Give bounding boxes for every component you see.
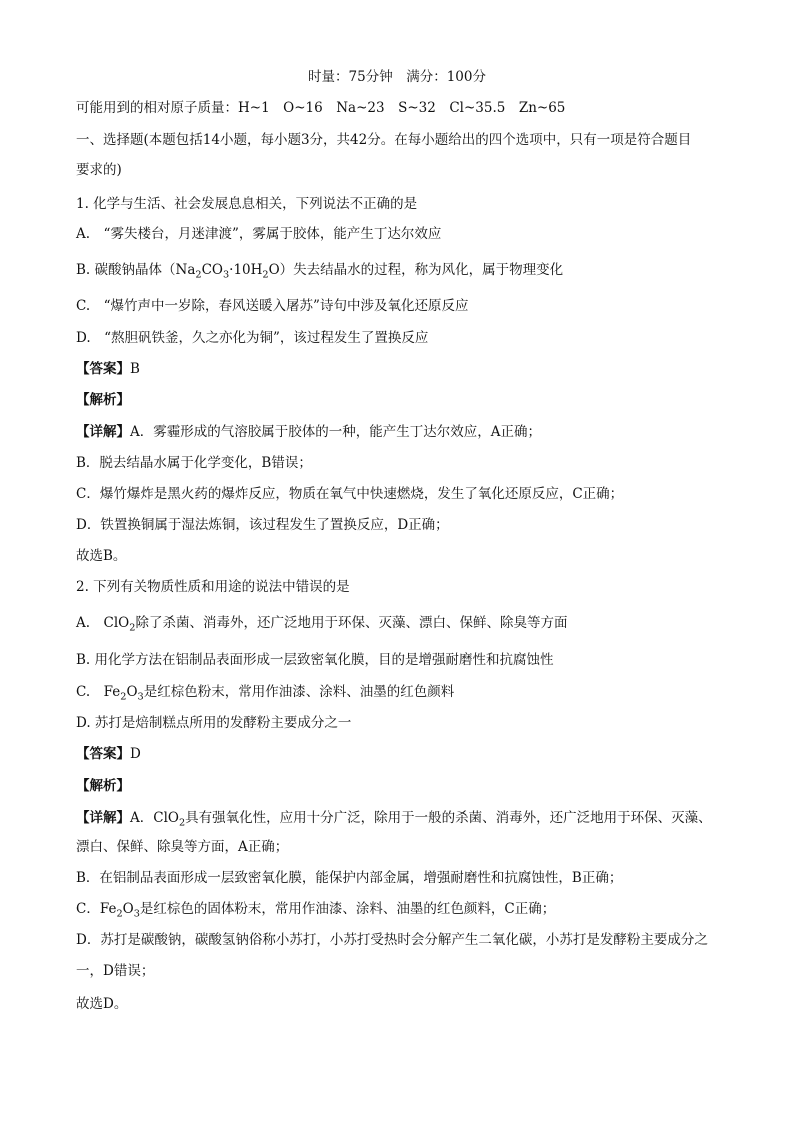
atomic-masses: 可能用到的相对原子质量：H~1 O~16 Na~23 S~32 Cl~35.5 Zn~65 <box>76 100 566 116</box>
q2-detail-a-cont: 漂白、保鲜、除臭等方面，A正确； <box>76 839 289 855</box>
q2-option-d: D. 苏打是焙制糕点所用的发酵粉主要成分之一 <box>76 715 352 731</box>
q1-option-a: A. “雾失楼台，月迷津渡”，雾属于胶体，能产生丁达尔效应 <box>76 226 442 242</box>
q2-option-c: C. $Fe_2O_3$是红棕色粉末，常用作油漆、涂料、油墨的红色颜料 <box>76 684 455 703</box>
q2-option-a: A. ClO$_2$除了杀菌、消毒外，还广泛地用于环保、灭藻、漂白、保鲜、除臭等方面 <box>76 615 568 634</box>
section-title-cont: 要求的) <box>76 162 122 178</box>
exam-header: 时量：75分钟 满分：100分 <box>308 69 486 85</box>
section-title: 一、选择题(本题包括14小题，每小题3分，共42分。在每小题给出的四个选项中，只有一项是符合题目 <box>76 132 692 148</box>
q2-option-b: B. 用化学方法在铝制品表面形成一层致密氧化膜，目的是增强耐磨性和抗腐蚀性 <box>76 652 554 668</box>
q2-detail-c: C．$Fe_2O_3$是红棕色的固体粉末，常用作油漆、涂料、油墨的红色颜料，C正确； <box>76 901 556 920</box>
q2-detail-b: B．在铝制品表面形成一层致密氧化膜，能保护内部金属，增强耐磨性和抗腐蚀性，B正确； <box>76 870 623 886</box>
q1-detail-c: C．爆竹爆炸是黑火药的爆炸反应，物质在氧气中快速燃烧，发生了氧化还原反应，C正确； <box>76 486 624 502</box>
q1-stem: 1. 化学与生活、社会发展息息相关，下列说法不正确的是 <box>76 196 418 212</box>
q1-option-d: D. “熬胆矾铁釜，久之亦化为铜”，该过程发生了置换反应 <box>76 330 429 346</box>
q1-option-c: C. “爆竹声中一岁除，春风送暖入屠苏”诗句中涉及氧化还原反应 <box>76 298 469 314</box>
q1-analysis-label: 【解析】 <box>76 392 130 408</box>
q2-stem: 2. 下列有关物质性质和用途的说法中错误的是 <box>76 579 350 595</box>
q2-conclusion: 故选D。 <box>76 996 128 1012</box>
q1-option-b: B. 碳酸钠晶体$(Na_2CO_3\cdot 10H_2O)$失去结晶水的过程，称为风化，属于物理变化 <box>76 262 564 281</box>
q2-analysis-label: 【解析】 <box>76 778 130 794</box>
q2-detail-d-cont: 一，D错误； <box>76 963 155 979</box>
q1-answer: 【答案】B <box>76 361 140 377</box>
q1-detail-a: 【详解】A．雾霾形成的气溶胶属于胶体的一种，能产生丁达尔效应，A正确； <box>76 424 541 440</box>
q1-detail-d: D．铁置换铜属于湿法炼铜，该过程发生了置换反应，D正确； <box>76 517 449 533</box>
q1-conclusion: 故选B。 <box>76 548 127 564</box>
q2-answer: 【答案】D <box>76 746 141 762</box>
q1-detail-b: B．脱去结晶水属于化学变化，B错误； <box>76 455 312 471</box>
q2-detail-d: D．苏打是碳酸钠，碳酸氢钠俗称小苏打，小苏打受热时会分解产生二氧化碳，小苏打是发酵粉主要成分之 <box>76 932 708 948</box>
q2-detail-a: 【详解】A．ClO$_2$具有强氧化性，应用十分广泛，除用于一般的杀菌、消毒外，还广泛地用于环保、灭藻、 <box>76 810 712 829</box>
